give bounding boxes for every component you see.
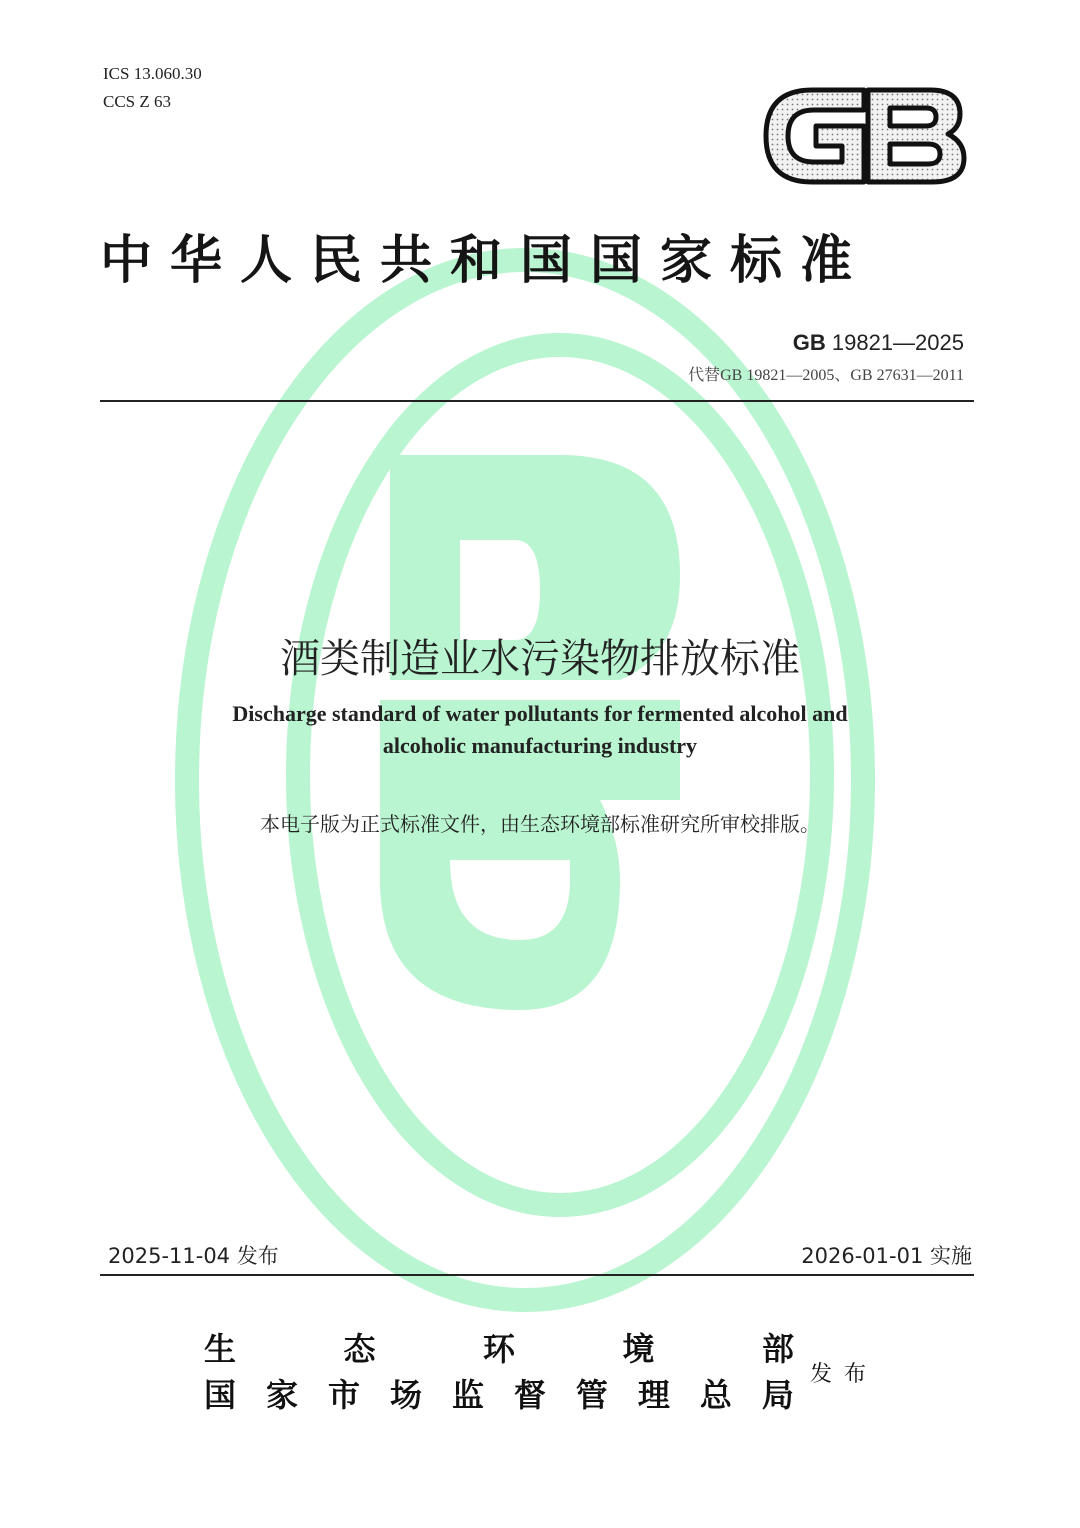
issuer-char: 督 xyxy=(513,1376,546,1414)
issuer-char: 环 xyxy=(482,1330,515,1368)
title-english xyxy=(140,698,940,762)
issue-date: 2025-11-04 发布 xyxy=(108,1244,279,1268)
issuer-char: 家 xyxy=(265,1376,298,1414)
title-english-line-2: alcoholic manufacturing industry xyxy=(382,733,698,758)
issuer-char: 理 xyxy=(637,1376,670,1414)
effective-date: 2026-01-01 实施 xyxy=(801,1244,972,1268)
standard-code: 19821—2025 xyxy=(831,330,964,355)
issuer-ministry xyxy=(204,1324,794,1370)
issuer-char: 总 xyxy=(699,1376,732,1414)
issuer-char: 局 xyxy=(761,1376,794,1414)
replaces-standards: 代替GB 19821—2005、GB 27631—2011 xyxy=(688,367,964,384)
ics-code: ICS 13.060.30 xyxy=(103,64,202,83)
standard-prefix: GB xyxy=(792,330,826,355)
issuer-char: 管 xyxy=(575,1376,608,1414)
issuer-administration xyxy=(204,1370,794,1416)
issuer-char: 境 xyxy=(622,1330,655,1368)
electronic-version-note: 本电子版为正式标准文件，由生态环境部标准研究所审校排版。 xyxy=(260,812,820,836)
issuer-char: 场 xyxy=(389,1376,422,1414)
issuer-char: 市 xyxy=(327,1376,360,1414)
issuer-char: 部 xyxy=(761,1330,794,1368)
national-standard-title: 中华人民共和国国家标准 xyxy=(100,230,871,291)
issuer-char: 监 xyxy=(451,1376,484,1414)
issuer-char: 态 xyxy=(343,1330,376,1368)
classification-codes xyxy=(103,60,202,116)
title-english-line-1: Discharge standard of water pollutants for fermented alcohol and xyxy=(232,701,848,726)
publish-label: 发布 xyxy=(810,1362,879,1387)
issuer-char: 生 xyxy=(204,1330,237,1368)
standard-number xyxy=(793,330,964,356)
ccs-code: CCS Z 63 xyxy=(103,92,172,111)
title-chinese: 酒类制造业水污染物排放标准 xyxy=(280,636,800,682)
issuer-char: 国 xyxy=(204,1376,237,1414)
gb-logo-icon xyxy=(760,82,968,190)
header-divider xyxy=(100,400,974,402)
footer-divider xyxy=(100,1274,974,1276)
